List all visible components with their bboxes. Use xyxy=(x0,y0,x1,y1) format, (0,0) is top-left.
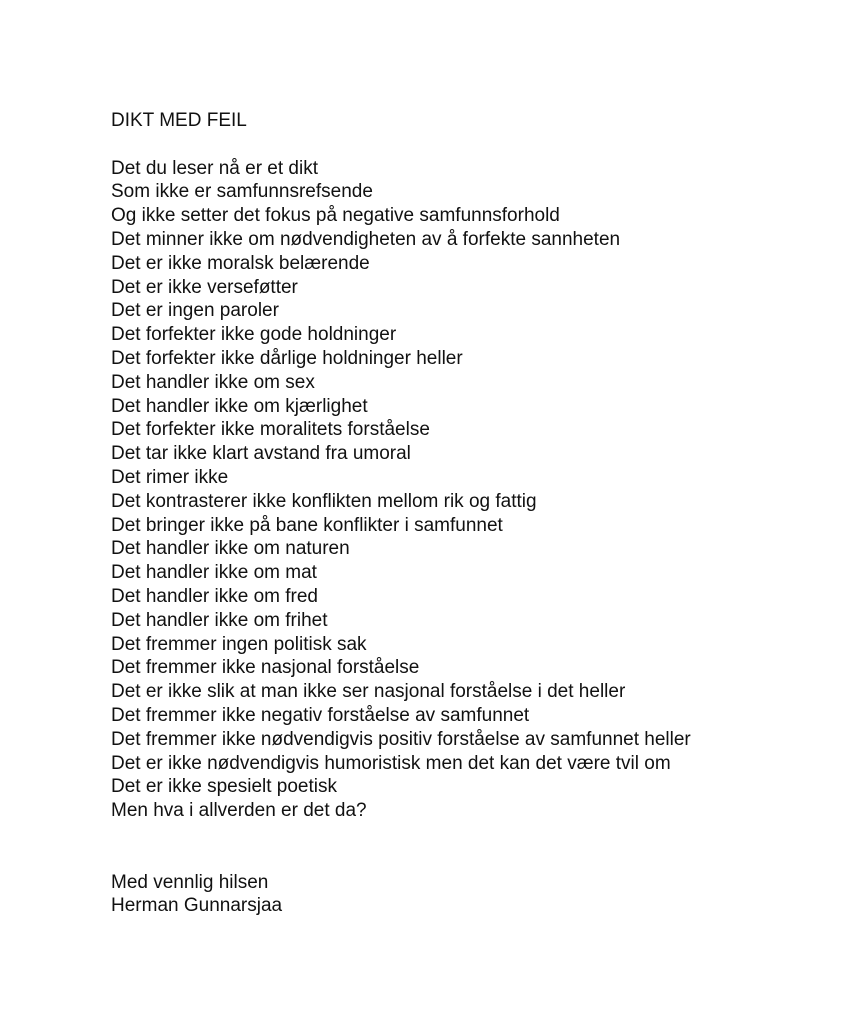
spacer xyxy=(111,823,831,871)
poem-line: Men hva i allverden er det da? xyxy=(111,800,367,822)
poem-line: Det bringer ikke på bane konflikter i samfunnet xyxy=(111,514,503,536)
poem-line: Det tar ikke klart avstand fra umoral xyxy=(111,443,411,465)
poem-line: Det fremmer ingen politisk sak xyxy=(111,633,367,655)
poem-line: Det forfekter ikke dårlige holdninger heller xyxy=(111,347,463,369)
poem-line: Det handler ikke om kjærlighet xyxy=(111,395,368,417)
poem-line: Det er ingen paroler xyxy=(111,300,279,322)
poem-line: Det handler ikke om sex xyxy=(111,371,315,393)
poem-line: Det er ikke moralsk belærende xyxy=(111,252,370,274)
poem-line: Det handler ikke om frihet xyxy=(111,609,328,631)
document-page xyxy=(111,109,831,918)
poem-line: Det fremmer ikke nasjonal forståelse xyxy=(111,657,420,679)
poem-body xyxy=(111,157,831,823)
poem-line: Det er ikke slik at man ikke ser nasjonal forståelse i det heller xyxy=(111,681,626,703)
poem-line: Det du leser nå er et dikt xyxy=(111,157,318,179)
poem-line: Det handler ikke om mat xyxy=(111,562,317,584)
poem-line: Det er ikke spesielt poetisk xyxy=(111,776,337,798)
poem-line: Det fremmer ikke nødvendigvis positiv forståelse av samfunnet heller xyxy=(111,728,691,750)
poem-line: Det rimer ikke xyxy=(111,466,229,488)
poem-line: Som ikke er samfunnsrefsende xyxy=(111,181,373,203)
poem-line: Det forfekter ikke moralitets forståelse xyxy=(111,419,430,441)
poem-line: Det fremmer ikke negativ forståelse av samfunnet xyxy=(111,704,530,726)
poem-line: Det er ikke verseføtter xyxy=(111,276,298,298)
poem-line: Det handler ikke om fred xyxy=(111,585,318,607)
poem-title: DIKT MED FEIL xyxy=(111,110,247,131)
poem-line: Det handler ikke om naturen xyxy=(111,538,350,560)
poem-line: Det kontrasterer ikke konflikten mellom rik og fattig xyxy=(111,490,537,512)
poem-line: Det minner ikke om nødvendigheten av å forfekte sannheten xyxy=(111,228,621,250)
closing-greeting: Med vennlig hilsen xyxy=(111,871,269,893)
poem-line: Og ikke setter det fokus på negative samfunnsforhold xyxy=(111,205,560,227)
poem-line: Det forfekter ikke gode holdninger xyxy=(111,324,397,346)
author-name: Herman Gunnarsjaa xyxy=(111,895,283,917)
poem-line: Det er ikke nødvendigvis humoristisk men det kan det være tvil om xyxy=(111,752,671,774)
